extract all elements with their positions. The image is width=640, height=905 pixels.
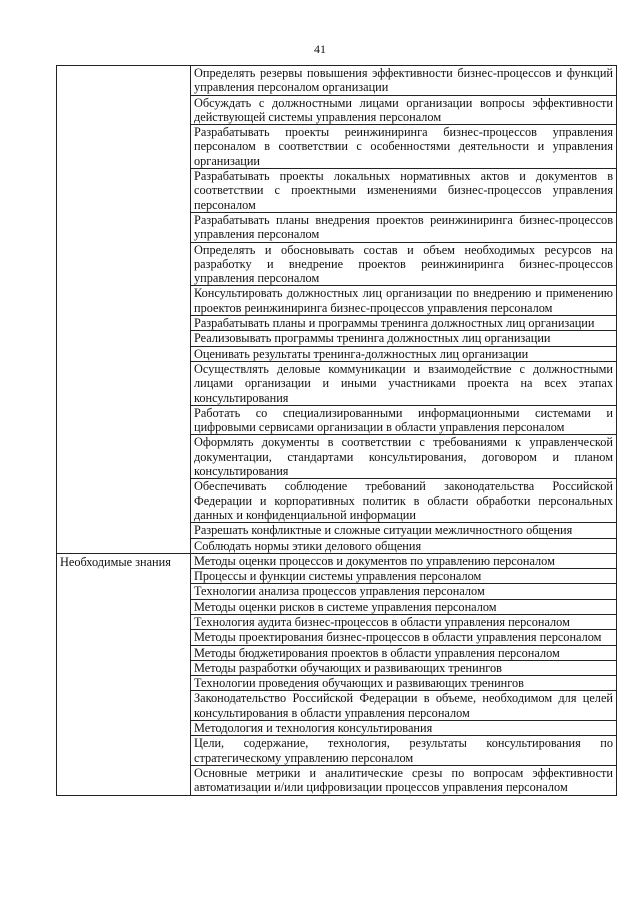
requirement-item: Реализовывать программы тренинга должностных лиц организации [191,331,617,346]
page-number: 41 [314,42,326,56]
requirement-item: Разрешать конфликтные и сложные ситуации межличностного общения [191,523,617,538]
requirement-item: Методы бюджетирования проектов в области управления персоналом [191,645,617,660]
table-row [57,553,617,568]
requirement-item: Оценивать результаты тренинга-должностных лиц организации [191,346,617,361]
requirement-item: Методы оценки рисков в системе управления персоналом [191,599,617,614]
requirement-item: Технологии анализа процессов управления персоналом [191,584,617,599]
requirement-item: Методы оценки процессов и документов по управлению персоналом [191,553,617,568]
requirement-item: Консультировать должностных лиц организации по внедрению и применению проектов реинжиниринга бизнес-процессов управления персоналом [191,286,617,316]
section-label: Необходимые знания [60,554,171,569]
requirement-item: Осуществлять деловые коммуникации и взаимодействие с должностными лицами организации и иными участниками проекта на всех этапах консультирования [191,361,617,405]
requirement-item: Методология и технология консультирования [191,721,617,736]
requirement-item: Технологии проведения обучающих и развивающих тренингов [191,676,617,691]
table-row [57,66,617,96]
requirement-item: Соблюдать нормы этики делового общения [191,538,617,553]
requirement-item: Работать со специализированными информационными системами и цифровыми сервисами организации в области управления персоналом [191,405,617,435]
requirement-item: Основные метрики и аналитические срезы по вопросам эффективности автоматизации и/или цифровизации процессов управления персоналом [191,765,617,795]
requirement-item: Методы проектирования бизнес-процессов в области управления персоналом [191,630,617,645]
requirements-table [56,65,617,796]
requirement-item: Определять резервы повышения эффективности бизнес-процессов и функций управления персоналом организации [191,66,617,96]
requirement-item: Технология аудита бизнес-процессов в области управления персоналом [191,614,617,629]
section-label-cell [57,66,191,554]
requirement-item: Обсуждать с должностными лицами организации вопросы эффективности действующей системы управления персоналом [191,95,617,125]
requirement-item: Методы разработки обучающих и развивающих тренингов [191,660,617,675]
requirement-item: Разрабатывать планы внедрения проектов реинжиниринга бизнес-процессов управления персоналом [191,212,617,242]
requirement-item: Процессы и функции системы управления персоналом [191,569,617,584]
requirement-item: Разрабатывать проекты реинжиниринга бизнес-процессов управления персоналом в соответствии с особенностями деятельности и управления организации [191,125,617,169]
requirement-item: Разрабатывать проекты локальных нормативных актов и документов в соответствии с проектными изменениями бизнес-процессов управления персоналом [191,169,617,213]
requirement-item: Цели, содержание, технология, результаты консультирования по стратегическому управлению персоналом [191,736,617,766]
section-label [60,66,187,67]
requirement-item: Законодательство Российской Федерации в объеме, необходимом для целей консультирования в области управления персоналом [191,691,617,721]
requirement-item: Определять и обосновывать состав и объем необходимых ресурсов на разработку и внедрение проектов реинжиниринга бизнес-процессов управления персоналом [191,242,617,286]
requirement-item: Разрабатывать планы и программы тренинга должностных лиц организации [191,316,617,331]
requirement-item: Обеспечивать соблюдение требований законодательства Российской Федерации и корпоративных политик в области обработки персональных данных и конфиденциальной информации [191,479,617,523]
requirement-item: Оформлять документы в соответствии с требованиями к управленческой документации, стандартами консультирования, договором и планом консультирования [191,435,617,479]
section-label-cell [57,553,191,795]
